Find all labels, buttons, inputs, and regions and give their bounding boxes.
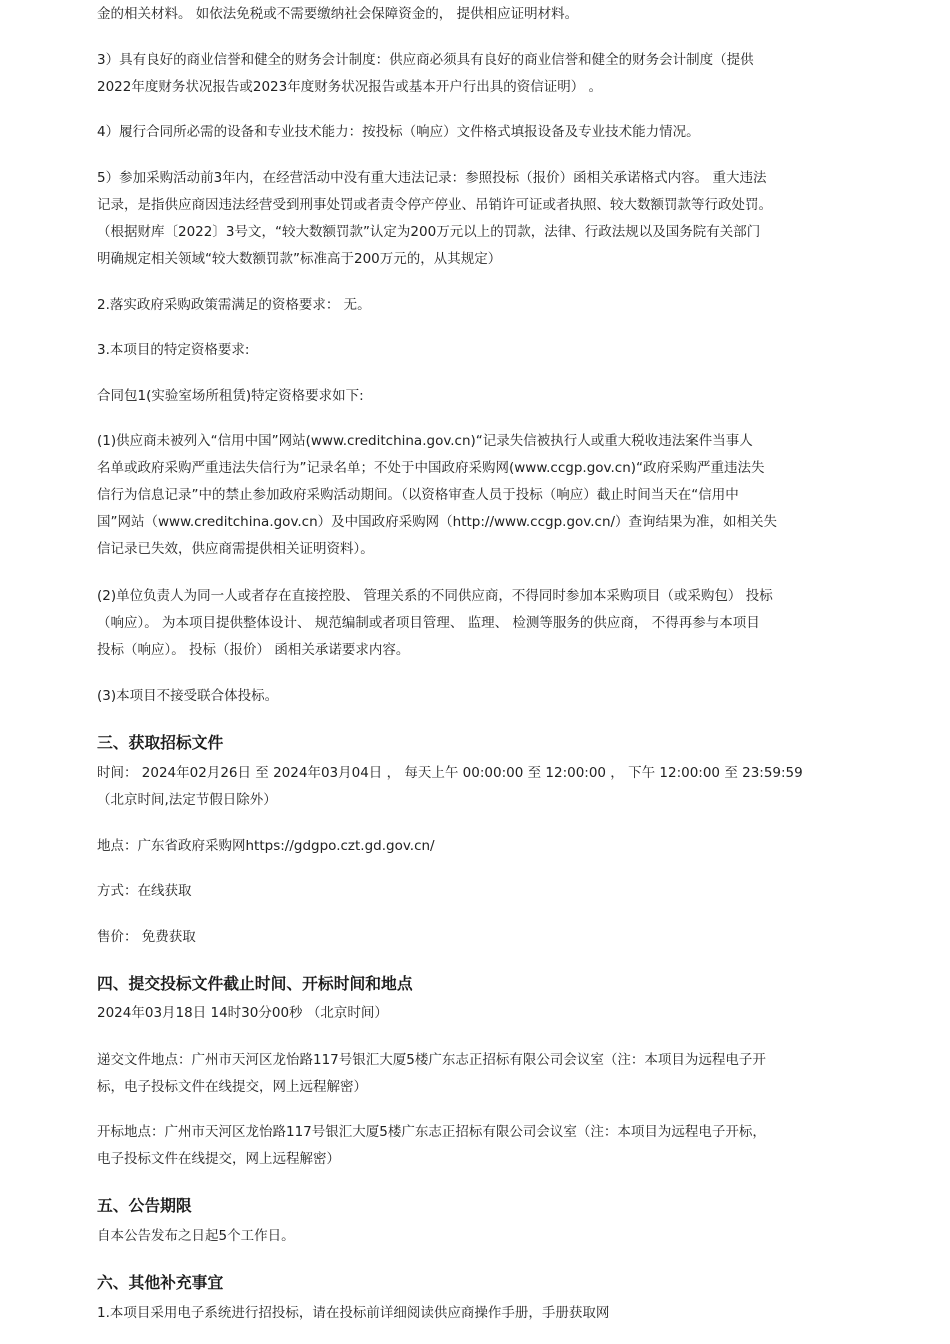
section-heading-deadline-opening: 四、提交投标文件截止时间、开标时间和地点	[97, 974, 413, 993]
paragraph-opening-place: 开标地点：广州市天河区龙怡路117号银汇大厦5楼广东志正招标有限公司会议室（注：本项目为远程电子开标， 电子投标文件在线提交，网上远程解密）	[97, 1124, 766, 1167]
paragraph-requirement-4-equipment: 4）履行合同所必需的设备和专业技术能力：按投标（响应）文件格式填报设备及专业技术能力情况。	[97, 124, 700, 140]
paragraph-package-1: 合同包1(实验室场所租赁)特定资格要求如下:	[97, 388, 364, 404]
paragraph-obtain-price: 售价： 免费获取	[97, 929, 196, 945]
paragraph-specific-req-3-consortium: (3)本项目不接受联合体投标。	[97, 688, 279, 704]
paragraph-obtain-place: 地点：广东省政府采购网https://gdgpo.czt.gd.gov.cn/	[97, 838, 435, 854]
paragraph-other-matters-1: 1.本项目采用电子系统进行招投标，请在投标前详细阅读供应商操作手册，手册获取网	[97, 1305, 610, 1321]
paragraph-obtain-time: 时间： 2024年02月26日 至 2024年03月04日 ， 每天上午 00:00:00 至 12:00:00 ， 下午 12:00:00 至 23:59:59 （北京时间,法定节假日除外）	[97, 765, 803, 808]
paragraph-submission-place: 递交文件地点：广州市天河区龙怡路117号银汇大厦5楼广东志正招标有限公司会议室（注：本项目为远程电子开 标，电子投标文件在线提交，网上远程解密）	[97, 1052, 766, 1095]
section-heading-obtain-documents: 三、获取招标文件	[97, 733, 224, 752]
paragraph-requirement-5-violations: 5）参加采购活动前3年内，在经营活动中没有重大违法记录：参照投标（报价）函相关承诺格式内容。 重大违法 记录，是指供应商因违法经营受到刑事处罚或者责令停产停业、吊销许可证或者执照、较大数额罚款等行政处罚。 （根据财库〔2022〕3号文，“较大数额罚款”认定为200万元以上的罚款，法律、行政法规以及国务院有关部门 明确规定相关领域“较大数额罚款”标准高于200万元的，从其规定）	[97, 170, 772, 267]
paragraph-specific-req-1-credit: (1)供应商未被列入“信用中国”网站(www.creditchina.gov.cn)“记录失信被执行人或重大税收违法案件当事人 名单或政府采购严重违法失信行为”记录名单；不处于中国政府采购网(www.ccgp.gov.cn)“政府采购严重违法失 信行为信息记录”中的禁止参加政府采购活动期间。（以资格审查人员于投标（响应）截止时间当天在“信用中 国”网站（www.creditchina.gov.cn）及中国政府采购网（http://www.ccgp.gov.cn/）查询结果为准，如相关失 信记录已失效，供应商需提供相关证明资料）。	[97, 433, 778, 557]
paragraph-requirement-3-financial: 3）具有良好的商业信誉和健全的财务会计制度：供应商必须具有良好的商业信誉和健全的财务会计制度（提供 2022年度财务状况报告或2023年度财务状况报告或基本开户行出具的资信证明） 。	[97, 52, 754, 95]
paragraph-deadline: 2024年03月18日 14时30分00秒 （北京时间）	[97, 1005, 388, 1021]
paragraph-obtain-method: 方式：在线获取	[97, 883, 192, 899]
paragraph-specific-req-2-control: (2)单位负责人为同一人或者存在直接控股、 管理关系的不同供应商，不得同时参加本采购项目（或采购包） 投标 （响应）。 为本项目提供整体设计、 规范编制或者项目管理、 监理、 检测等服务的供应商， 不得再参与本项目 投标（响应）。 投标（报价） 函相关承诺要求内容。	[97, 588, 773, 658]
paragraph-policy-requirement: 2.落实政府采购政策需满足的资格要求： 无。	[97, 297, 371, 313]
section-heading-notice-period: 五、公告期限	[97, 1196, 192, 1215]
paragraph-specific-requirements: 3.本项目的特定资格要求:	[97, 342, 250, 358]
section-heading-other-matters: 六、其他补充事宜	[97, 1273, 224, 1292]
paragraph-social-security-note: 金的相关材料。 如依法免税或不需要缴纳社会保障资金的， 提供相应证明材料。	[97, 6, 579, 22]
paragraph-notice-period: 自本公告发布之日起5个工作日。	[97, 1228, 295, 1244]
